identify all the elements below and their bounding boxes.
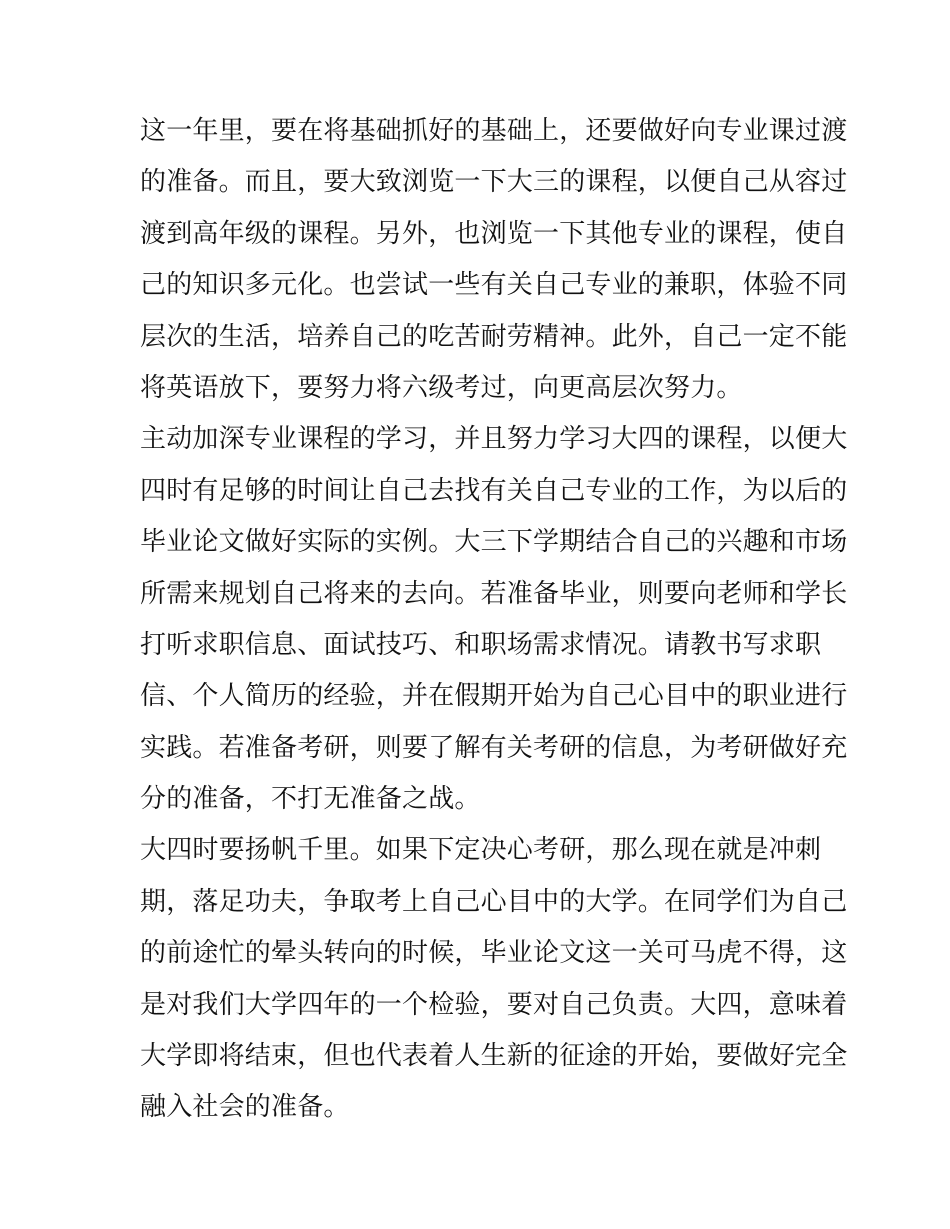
text-line: 的前途忙的晕头转向的时候，毕业论文这一关可马虎不得，这 xyxy=(140,938,848,969)
text-line: 打听求职信息、面试技巧、和职场需求情况。请教书写求职 xyxy=(140,629,822,660)
document-body xyxy=(140,106,848,1134)
text-line: 信、个人简历的经验，并在假期开始为自己心目中的职业进行 xyxy=(140,681,848,712)
text-line: 是对我们大学四年的一个检验，要对自己负责。大四，意味着 xyxy=(140,989,848,1020)
text-line: 融入社会的准备。 xyxy=(140,1092,350,1123)
paragraph-1 xyxy=(140,106,848,414)
text-line: 大学即将结束，但也代表着人生新的征途的开始，要做好完全 xyxy=(140,1041,848,1072)
text-line: 四时有足够的时间让自己去找有关自己专业的工作，为以后的 xyxy=(140,475,848,506)
text-line: 的准备。而且，要大致浏览一下大三的课程，以便自己从容过 xyxy=(140,167,848,198)
text-line: 期，落足功夫，争取考上自己心目中的大学。在同学们为自己 xyxy=(140,886,848,917)
text-line: 大四时要扬帆千里。如果下定决心考研，那么现在就是冲刺 xyxy=(140,835,822,866)
paragraph-3 xyxy=(140,825,848,1133)
text-line: 所需来规划自己将来的去向。若准备毕业，则要向老师和学长 xyxy=(140,578,848,609)
text-line: 这一年里，要在将基础抓好的基础上，还要做好向专业课过渡 xyxy=(140,116,848,146)
text-line: 毕业论文做好实际的实例。大三下学期结合自己的兴趣和市场 xyxy=(140,527,848,558)
text-line: 主动加深专业课程的学习，并且努力学习大四的课程，以便大 xyxy=(140,424,848,455)
text-line: 渡到高年级的课程。另外，也浏览一下其他专业的课程，使自 xyxy=(140,218,848,249)
text-line: 层次的生活，培养自己的吃苦耐劳精神。此外，自己一定不能 xyxy=(140,321,848,352)
text-line: 将英语放下，要努力将六级考过，向更高层次努力。 xyxy=(140,372,743,403)
paragraph-2 xyxy=(140,414,848,825)
text-line: 分的准备，不打无准备之战。 xyxy=(140,784,481,815)
text-line: 己的知识多元化。也尝试一些有关自己专业的兼职，体验不同 xyxy=(140,270,848,301)
text-line: 实践。若准备考研，则要了解有关考研的信息，为考研做好充 xyxy=(140,732,848,763)
